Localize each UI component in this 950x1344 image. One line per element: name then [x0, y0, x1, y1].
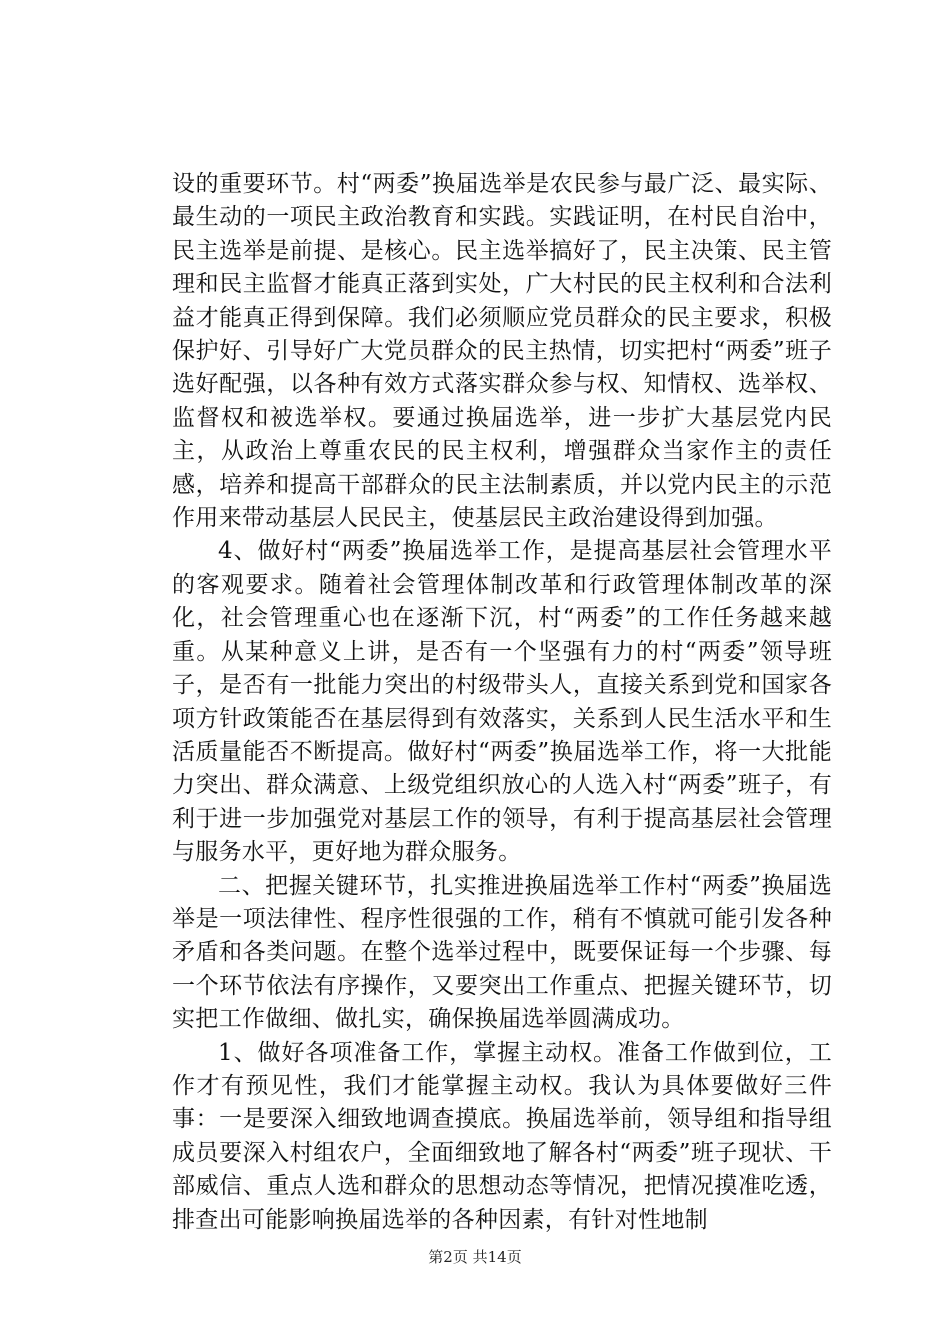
document-body: [172, 168, 832, 1237]
paragraph-3: 二、把握关键环节，扎实推进换届选举工作村“两委”换届选举是一项法律性、程序性很强的工作，稍有不慎就可能引发各种矛盾和各类问题。在整个选举过程中，既要保证每一个步骤、每一个环节依法有序操作，又要突出工作重点、把握关键环节，切实把工作做细、做扎实，确保换届选举圆满成功。: [172, 872, 832, 1033]
paragraph-1: 设的重要环节。村“两委”换届选举是农民参与最广泛、最实际、最生动的一项民主政治教育和实践。实践证明，在村民自治中，民主选举是前提、是核心。民主选举搞好了，民主决策、民主管理和民主监督才能真正落到实处，广大村民的民主权利和合法利益才能真正得到保障。我们必须顺应党员群众的民主要求，积极保护好、引导好广大党员群众的民主热情，切实把村“两委”班子选好配强，以各种有效方式落实群众参与权、知情权、选举权、监督权和被选举权。要通过换届选举，进一步扩大基层党内民主，从政治上尊重农民的民主权利，增强群众当家作主的责任感，培养和提高干部群众的民主法制素质，并以党内民主的示范作用来带动基层人民民主，使基层民主政治建设得到加强。: [172, 171, 832, 532]
page-number-footer: 第2页 共14页: [428, 1248, 522, 1266]
paragraph-2: 4、做好村“两委”换届选举工作，是提高基层社会管理水平的客观要求。随着社会管理体制改革和行政管理体制改革的深化，社会管理重心也在逐渐下沉，村“两委”的工作任务越来越重。从某种意义上讲，是否有一个坚强有力的村“两委”领导班子，是否有一批能力突出的村级带头人，直接关系到党和国家各项方针政策能否在基层得到有效落实，关系到人民生活水平和生活质量能否不断提高。做好村“两委”换届选举工作，将一大批能力突出、群众满意、上级党组织放心的人选入村“两委”班子，有利于进一步加强党对基层工作的领导，有利于提高基层社会管理与服务水平，更好地为群众服务。: [172, 538, 832, 866]
paragraph-4: 1、做好各项准备工作，掌握主动权。准备工作做到位，工作才有预见性，我们才能掌握主动权。我认为具体要做好三件事：一是要深入细致地调查摸底。换届选举前，领导组和指导组成员要深入村组农户，全面细致地了解各村“两委”班子现状、干部威信、重点人选和群众的思想动态等情况，把情况摸准吃透，排查出可能影响换届选举的各种因素，有针对性地制: [172, 1039, 832, 1233]
